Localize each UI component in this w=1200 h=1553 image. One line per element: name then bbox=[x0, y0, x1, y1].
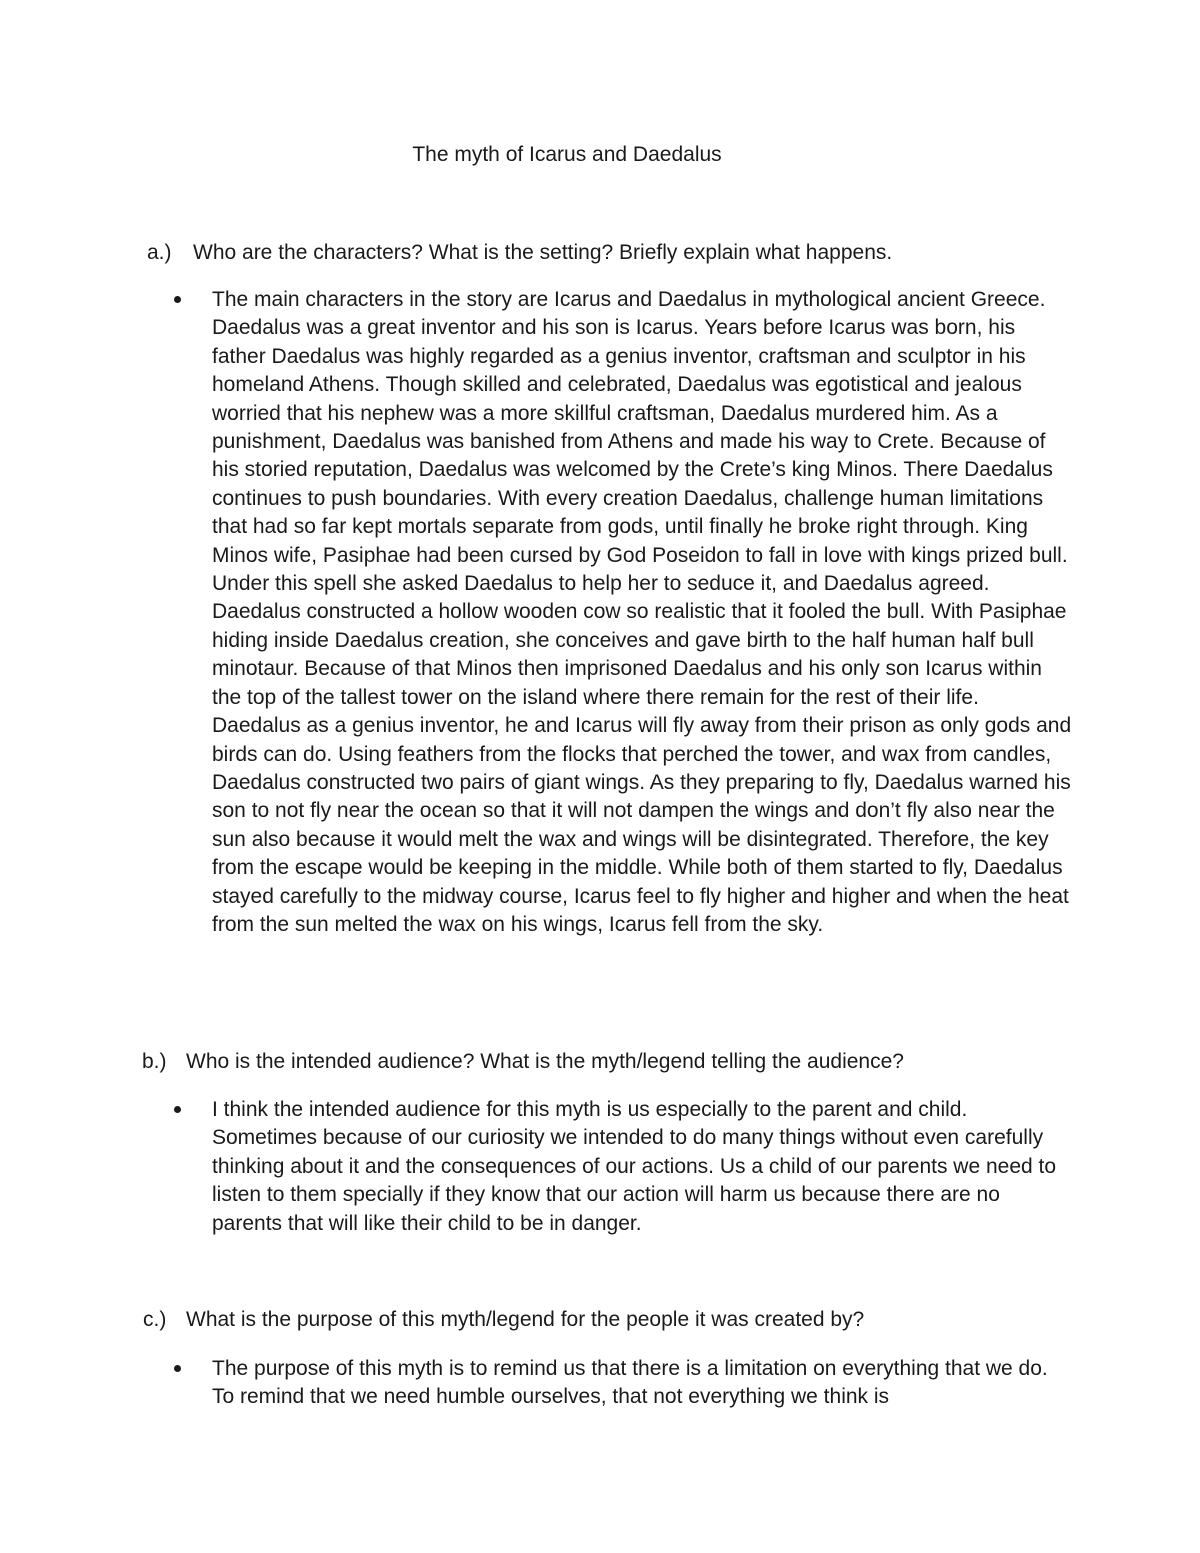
answer-text: The main characters in the story are Icarus and Daedalus in mythological ancient Greece. Daedalus was a great inventor and his son is Icarus. Years before Icarus was born, his father Daedalus was highly regarded as a genius inventor, craftsman and sculptor in his homeland Athens. Though skilled and celebrated, Daedalus was egotistical and jealous worried that his nephew was a more skillful craftsman, Daedalus murdered him. As a punishment, Daedalus was banished from Athens and made his way to Crete. Because of his storied reputation, Daedalus was welcomed by the Crete’s king Minos. There Daedalus continues to push boundaries. With every creation Daedalus, challenge human limitations that had so far kept mortals separate from gods, until finally he broke right through. King Minos wife, Pasiphae had been cursed by God Poseidon to fall in love with kings prized bull. Under this spell she asked Daedalus to help her to seduce it, and Daedalus agreed. Daedalus constructed a hollow wooden cow so realistic that it fooled the bull. With Pasiphae hiding inside Daedalus creation, she conceives and gave birth to the half human half bull minotaur. Because of that Minos then imprisoned Daedalus and his only son Icarus within the top of the tallest tower on the island where there remain for the rest of their life. Daedalus as a genius inventor, he and Icarus will fly away from their prison as only gods and birds can do. Using feathers from the flocks that perched the tower, and wax from candles, Daedalus constructed two pairs of giant wings. As they preparing to fly, Daedalus warned his son to not fly near the ocean so that it will not dampen the wings and don’t fly also near the sun also because it would melt the wax and wings will be disintegrated. Therefore, the key from the escape would be keeping in the middle. While both of them started to fly, Daedalus stayed carefully to the midway course, Icarus feel to fly higher and higher and when the heat from the sun melted the wax on his wings, Icarus fell from the sky. bbox=[212, 288, 1072, 936]
question-label: c.) bbox=[143, 1308, 167, 1331]
answer-a bbox=[212, 286, 1072, 939]
bullet-icon bbox=[174, 1365, 181, 1372]
question-label: b.) bbox=[142, 1050, 167, 1073]
bullet-icon bbox=[174, 1106, 181, 1113]
bullet-icon bbox=[174, 296, 181, 303]
document-title: The myth of Icarus and Daedalus bbox=[412, 143, 722, 166]
answer-b bbox=[212, 1096, 1072, 1238]
question-text: Who are the characters? What is the setting? Briefly explain what happens. bbox=[193, 241, 893, 264]
question-label: a.) bbox=[147, 241, 172, 264]
answer-text: The purpose of this myth is to remind us that there is a limitation on everything that we do. To remind that we need humble ourselves, that not everything we think is bbox=[212, 1357, 1048, 1409]
answer-text: I think the intended audience for this myth is us especially to the parent and child. Sometimes because of our curiosity we intended to do many things without even carefully thinking about it and the consequences of our actions. Us a child of our parents we need to listen to them specially if they know that our action will harm us because there are no parents that will like their child to be in danger. bbox=[212, 1098, 1057, 1235]
answer-c bbox=[212, 1355, 1072, 1412]
question-text: What is the purpose of this myth/legend for the people it was created by? bbox=[186, 1308, 865, 1331]
question-c bbox=[143, 1305, 864, 1335]
question-text: Who is the intended audience? What is the myth/legend telling the audience? bbox=[186, 1050, 904, 1073]
question-b bbox=[142, 1047, 904, 1077]
question-a bbox=[147, 238, 892, 268]
